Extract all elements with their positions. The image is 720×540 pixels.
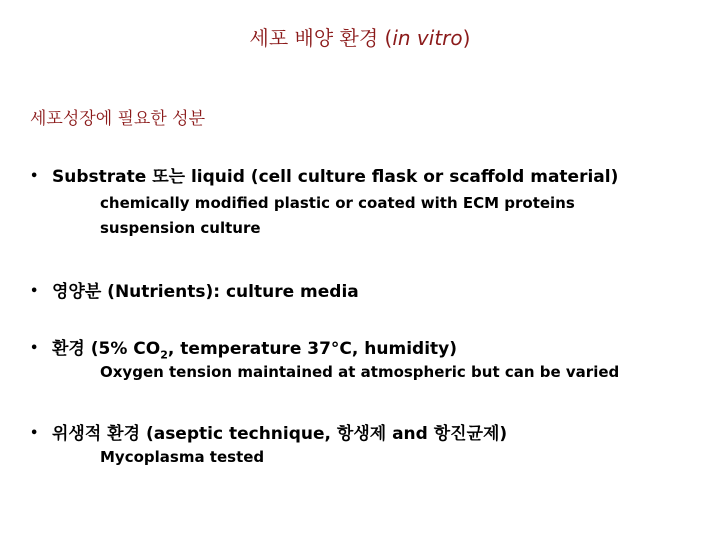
bullet-icon: •	[30, 341, 39, 356]
sub-item: Oxygen tension maintained at atmospheric but can be varied	[100, 363, 620, 381]
title-main: 세포 배양 환경 (	[249, 26, 393, 50]
bullet-icon: •	[30, 426, 39, 441]
bullet-icon: •	[30, 284, 39, 299]
title-italic: in vitro	[392, 26, 463, 50]
bullet-item-substrate	[30, 162, 618, 187]
bullet-item-aseptic	[30, 419, 507, 444]
bullet-text: 위생적 환경 (aseptic technique, 항생제 and 항진균제)	[52, 424, 508, 444]
bullet-text-before: 환경 (5% CO	[52, 339, 161, 359]
bullet-item-environment	[30, 334, 457, 361]
bullet-item-nutrients	[30, 277, 359, 302]
bullet-text-after: , temperature 37°C, humidity)	[167, 339, 457, 359]
co2-subscript: 2	[160, 348, 168, 362]
bullet-icon: •	[30, 169, 39, 184]
slide-title	[0, 22, 720, 51]
title-close: )	[462, 26, 471, 50]
sub-item: suspension culture	[100, 219, 261, 237]
sub-item: chemically modified plastic or coated with ECM proteins	[100, 194, 575, 212]
section-heading: 세포성장에 필요한 성분	[30, 109, 206, 129]
bullet-text: 영양분 (Nutrients): culture media	[52, 282, 359, 302]
sub-item: Mycoplasma tested	[100, 448, 265, 466]
bullet-text: Substrate 또는 liquid (cell culture flask or scaffold material)	[52, 167, 619, 187]
